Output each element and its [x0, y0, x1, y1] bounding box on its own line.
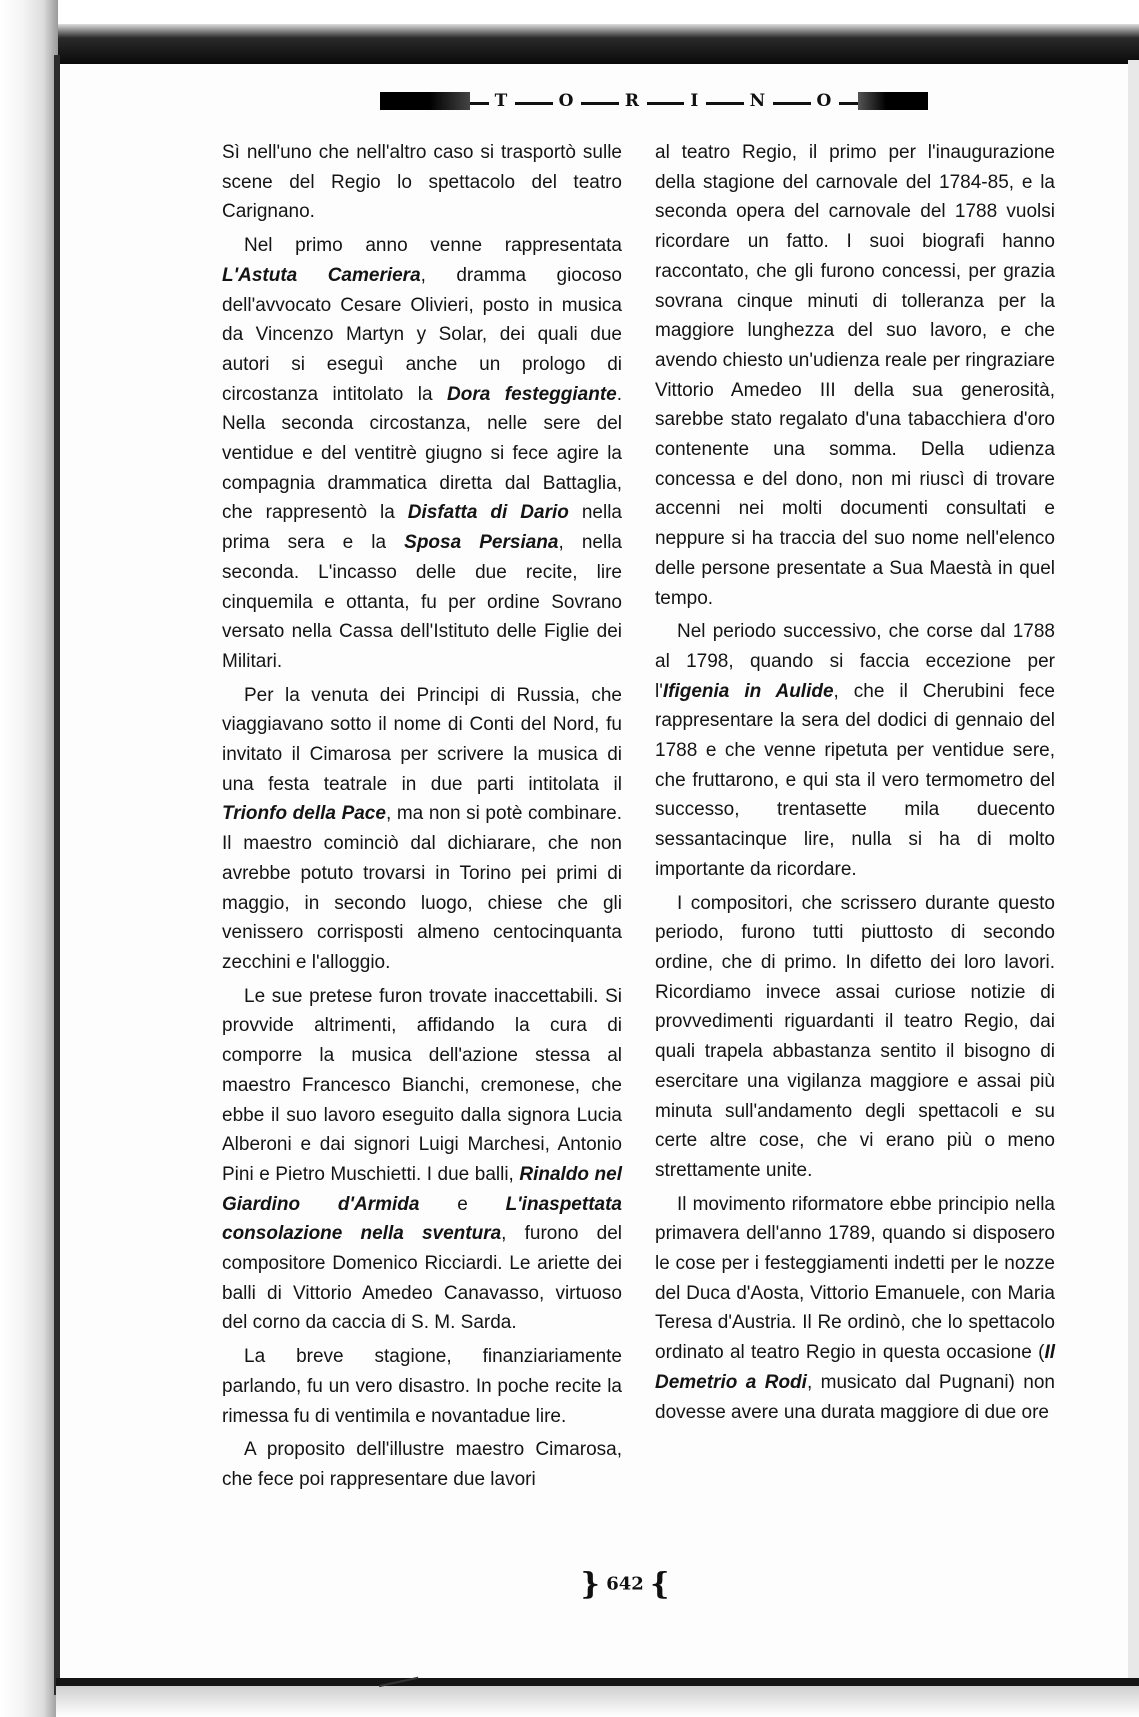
text-run: , ma non si potè combinare. Il maestro cominciò dal dichiarare, che non avrebbe potuto trovarsi in Torino pei primi di maggio, in secondo luogo, chiese che gli venissero corrisposti almeno centocinquanta zecchini e l'alloggio. — [222, 803, 622, 973]
work-title: Rinaldo nel Giardino d'Armida — [222, 1163, 622, 1215]
running-head-letter: N — [744, 91, 774, 111]
left-paragraph-2 — [222, 231, 622, 677]
running-head-letter: I — [684, 91, 706, 111]
text-run: . Nella seconda circostanza, nelle sere del ventidue e del ventitrè giugno si fece agire la compagnia drammatica diretta dal Battaglia, che rappresentò la — [222, 383, 622, 524]
text-run: , nella seconda. L'incasso delle due recite, lire cinquemila e ottanta, fu per ordine Sovrano versato nella Cassa dell'Istituto delle Figlie dei Militari. — [222, 532, 622, 672]
text-run: Nel periodo successivo, che corse dal 1788 al 1798, quando si faccia eccezione per l' — [655, 621, 1055, 702]
text-run: nella prima sera e la — [222, 502, 622, 554]
scan-margin-bottom — [56, 1686, 1139, 1717]
scan-binding-line — [54, 55, 60, 1695]
scan-margin-right — [1128, 60, 1139, 1690]
text-run: , che il Cherubini fece rappresentare la sera del dodici di gennaio del 1788 e che venne ripetuta per ventidue sere, che fruttarono, e qui sta il vero termometro del successo, trentasette mila duecento sessantacinque lire, nulla si ha di molto importante da ricordare. — [655, 680, 1055, 880]
work-title: Trionfo della Pace — [222, 803, 386, 825]
scan-shadow-top — [0, 24, 1139, 64]
running-head-letter: O — [553, 91, 582, 111]
work-title: L'inaspettata consolazione nella sventura — [222, 1193, 622, 1245]
left-paragraph-6: A proposito dell'illustre maestro Cimarosa, che fece poi rappresentare due lavori — [222, 1439, 622, 1490]
left-column — [222, 138, 622, 1495]
text-run: , furono del compositore Domenico Ricciardi. Le ariette dei balli di Vittorio Amedeo Canavasso, virtuoso del corno da caccia di S. M. Sarda. — [222, 1223, 622, 1334]
work-title: Dora festeggiante — [447, 383, 617, 405]
left-paragraph-1: Sì nell'uno che nell'altro caso si trasportò sulle scene del Regio lo spettacolo del teatro Carignano. — [222, 142, 622, 223]
scan-shadow-bottom — [56, 1678, 1139, 1686]
work-title: Il Demetrio a Rodi — [655, 1342, 1055, 1393]
left-paragraph-5: La breve stagione, finanziariamente parlando, fu un vero disastro. In poche recite la rimessa fu di ventimila e novantadue lire. — [222, 1346, 622, 1427]
work-title: Ifigenia in Aulide — [662, 680, 834, 702]
running-head — [380, 88, 928, 114]
text-run: e — [419, 1193, 506, 1215]
right-paragraph-4 — [655, 1190, 1055, 1428]
work-title: L'Astuta Cameriera — [222, 264, 421, 286]
text-run: Le sue pretese furon trovate inaccettabili. Si provvide altrimenti, affidando la cura di comporre la musica dell'azione stessa al maestro Francesco Bianchi, cremonese, che ebbe il suo lavoro eseguito dalla signora Lucia Alberoni e dai signori Luigi Marchesi, Antonio Pini e Pietro Muschietti. I due balli, — [222, 985, 622, 1185]
running-head-letter: T — [489, 91, 516, 111]
right-column — [655, 138, 1055, 1427]
work-title: Sposa Persiana — [404, 532, 559, 554]
text-run: , musicato dal Pugnani) non dovesse avere una durata maggiore di due ore — [655, 1371, 1055, 1423]
running-head-title — [470, 88, 858, 114]
right-paragraph-2 — [655, 617, 1055, 884]
running-head-ornament-left — [380, 92, 470, 110]
scan-binding-gutter — [0, 0, 58, 1717]
right-paragraph-3: I compositori, che scrissero durante questo periodo, furono tutti piuttosto di secondo ordine, che di primo. In difetto dei loro lavori. Ricordiamo invece assai curiose notizie di provvedimenti riguardanti il teatro Regio, dai quali trapela abbastanza sentito il bisogno di esercitare una vigilanza maggiore e assai più minuta sull'andamento degli spettacoli e su certe altre cose, che vi erano più o meno strettamente unite. — [655, 892, 1055, 1181]
footer-ornament-right: { — [650, 1567, 670, 1602]
text-run: Il movimento riformatore ebbe principio nella primavera dell'anno 1789, quando si disposero le cose per i festeggiamenti indetti per le nozze del Duca d'Aosta, Vittorio Emanuele, con Maria Teresa d'Austria. Il Re ordinò, che lo spettacolo ordinato al teatro Regio in questa occasione ( — [655, 1193, 1055, 1364]
page-number: 642 — [606, 1573, 644, 1595]
left-paragraph-4 — [222, 982, 622, 1338]
work-title: Disfatta di Dario — [407, 502, 569, 524]
running-head-letter: O — [811, 91, 840, 111]
page-number-footer — [560, 1567, 690, 1602]
text-run: Nel primo anno venne rappresentata — [244, 235, 622, 257]
running-head-letter: R — [619, 91, 647, 111]
left-paragraph-3 — [222, 681, 622, 978]
running-head-ornament-right — [858, 92, 928, 110]
footer-ornament-left: } — [580, 1567, 600, 1602]
right-paragraph-1: al teatro Regio, il primo per l'inaugurazione della stagione del carnovale del 1784-85, e la seconda opera del carnovale del 1788 vuolsi ricordare un fatto. I suoi biografi hanno raccontato, che gli furono concessi, per grazia sovrana cinque minuti di tolleranza per la maggiore lunghezza del suo lavoro, e che avendo chiesto un'udienza reale per ringraziare Vittorio Amedeo III della sua generosità, sarebbe stato regalato d'una tabacchiera d'oro contenente una somma. Della udienza concessa e del dono, non mi riuscì di trovare accenni nei molti documenti consultati e neppure si ha traccia del suo nome nell'elenco delle persone presentate a Sua Maestà in quel tempo. — [655, 142, 1055, 609]
text-run: Per la venuta dei Principi di Russia, che viaggiavano sotto il nome di Conti del Nord, fu invitato il Cimarosa per scrivere la musica di una festa teatrale in due parti intitolata il — [222, 684, 622, 795]
text-run: , dramma giocoso dell'avvocato Cesare Olivieri, posto in musica da Vincenzo Martyn y Solar, dei quali due autori si eseguì anche un prologo di circostanza intitolato la — [222, 264, 622, 405]
